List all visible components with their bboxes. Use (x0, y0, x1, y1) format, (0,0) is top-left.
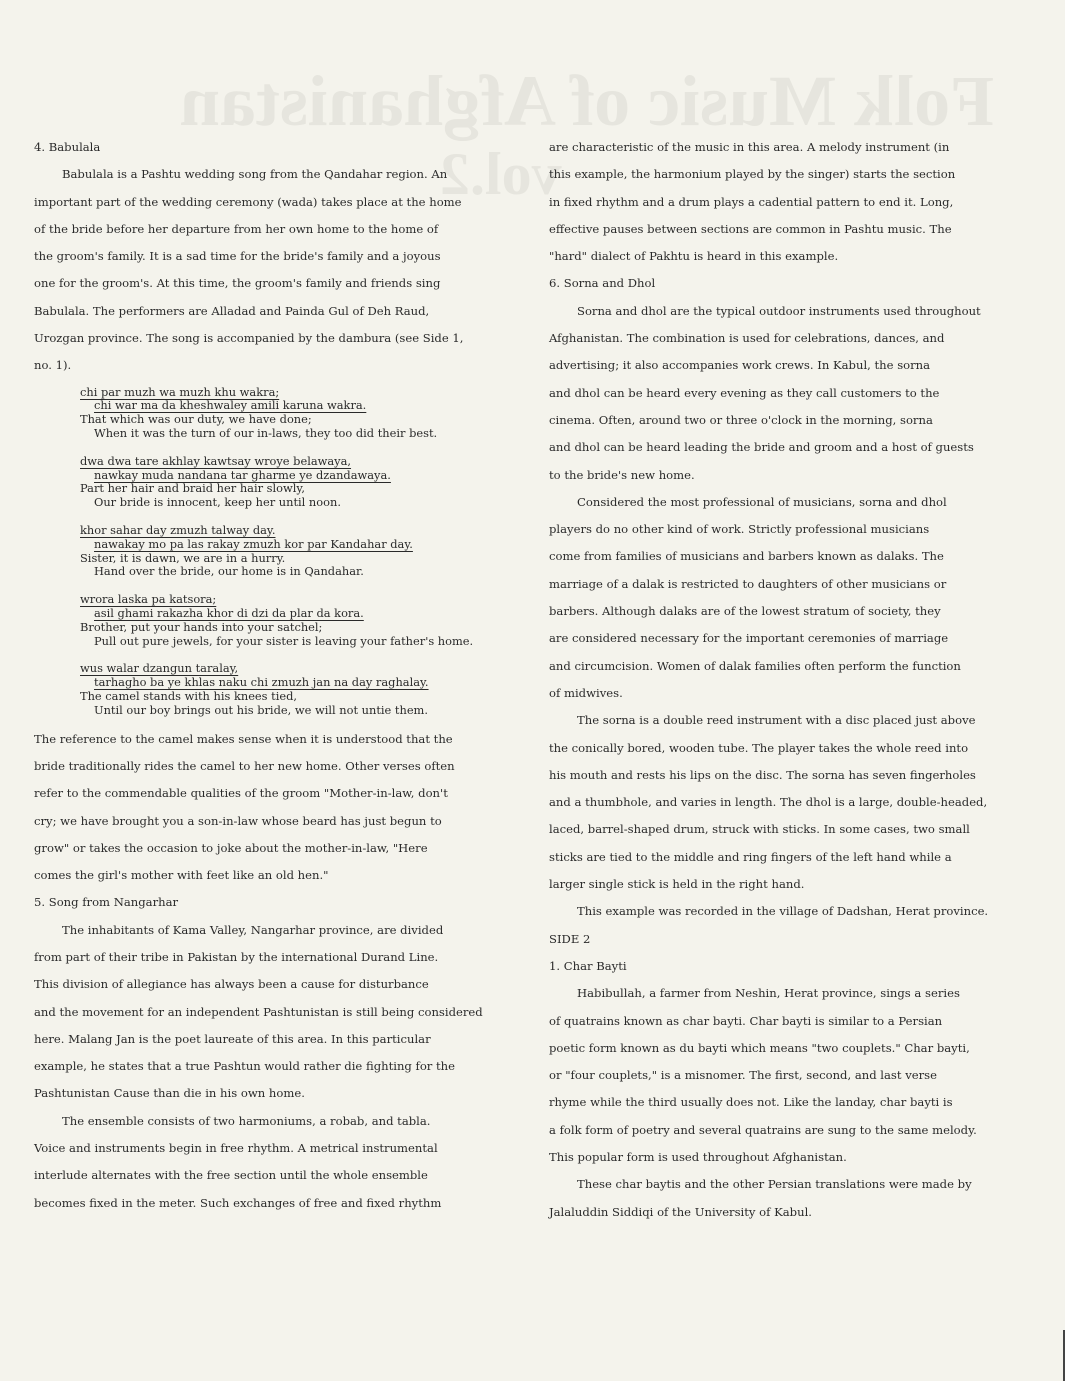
text-line: no. 1). (34, 358, 72, 373)
section-4-title: 4. Babulala (34, 140, 101, 154)
verse-transliteration: nawakay mo pa las rakay zmuzh kor par Kandahar day. (94, 536, 413, 551)
text-line: to the bride's new home. (549, 467, 695, 482)
verse-transliteration: nawkay muda nandana tar gharme ye dzandawaya. (94, 467, 391, 482)
verse-translation: Part her hair and braid her hair slowly, (80, 481, 305, 496)
verse-translation: Hand over the bride, our home is in Qandahar. (94, 564, 364, 579)
text-line: from part of their tribe in Pakistan by the international Durand Line. (34, 949, 439, 964)
text-line: and dhol can be heard every evening as they call customers to the (549, 385, 940, 400)
section-6-para-2 (549, 489, 1009, 707)
section-5-intro (34, 917, 504, 1108)
verse-transliteration: wus walar dzangun taralay, (80, 661, 239, 676)
verse-transliteration: khor sahar day zmuzh talway day. (80, 523, 276, 538)
text-line: larger single stick is held in the right hand. (549, 877, 805, 892)
text-line: Voice and instruments begin in free rhythm. A metrical instrumental (34, 1141, 438, 1156)
text-line: laced, barrel-shaped drum, struck with sticks. In some cases, two small (549, 822, 970, 837)
text-line: cry; we have brought you a son-in-law whose beard has just begun to (34, 813, 442, 828)
text-line: his mouth and rests his lips on the disc. The sorna has seven fingerholes (549, 767, 976, 782)
text-line: Pashtunistan Cause than die in his own home. (34, 1086, 305, 1101)
text-line: effective pauses between sections are common in Pashtu music. The (549, 221, 952, 236)
text-line: advertising; it also accompanies work crews. In Kabul, the sorna (549, 358, 931, 373)
side-2-section-1-para-1 (549, 980, 1009, 1171)
ghost-title: Folk Music of Afghanistan (180, 61, 995, 141)
section-4-intro (34, 161, 504, 379)
text-line: The reference to the camel makes sense when it is understood that the (34, 731, 453, 746)
text-line: The sorna is a double reed instrument with a disc placed just above (577, 713, 976, 728)
verse-transliteration: chi war ma da kheshwaley amili karuna wakra. (94, 398, 367, 413)
verse-translation: Pull out pure jewels, for your sister is leaving your father's home. (94, 633, 474, 648)
verse (80, 455, 504, 510)
text-line: and the movement for an independent Pashtunistan is still being considered (34, 1004, 483, 1019)
verse-translation: Until our boy brings out his bride, we will not untie them. (94, 702, 428, 717)
text-line: cinema. Often, around two or three o'clock in the morning, sorna (549, 412, 933, 427)
text-line: of midwives. (549, 685, 623, 700)
text-line: sticks are tied to the middle and ring fingers of the left hand while a (549, 849, 952, 864)
text-line: or "four couplets," is a misnomer. The first, second, and last verse (549, 1068, 937, 1083)
verse-translation: Our bride is innocent, keep her until noon. (94, 495, 341, 510)
verse-transliteration: tarhagho ba ye khlas naku chi zmuzh jan na day raghalay. (94, 675, 429, 690)
verse-transliteration: wrora laska pa katsora; (80, 592, 217, 607)
verse-translation: That which was our duty, we have done; (80, 412, 312, 427)
text-line: one for the groom's. At this time, the groom's family and friends sing (34, 276, 441, 291)
side-2-section-1-title: 1. Char Bayti (549, 958, 627, 973)
left-column (34, 134, 504, 1217)
side-2-section-1-para-2 (549, 1171, 1009, 1226)
text-line: rhyme while the third usually does not. Like the landay, char bayti is (549, 1095, 953, 1110)
text-line: grow" or takes the occasion to joke about the mother-in-law, "Here (34, 840, 428, 855)
text-line: poetic form known as du bayti which means "two couplets." Char bayti, (549, 1040, 970, 1055)
section-6-para-1 (549, 298, 1009, 489)
text-line: come from families of musicians and barbers known as dalaks. The (549, 549, 944, 564)
text-line: This popular form is used throughout Afghanistan. (549, 1149, 847, 1164)
text-line: This division of allegiance has always been a cause for disturbance (34, 977, 429, 992)
verse-translation: When it was the turn of our in-laws, they too did their best. (94, 426, 438, 441)
text-line: bride traditionally rides the camel to her new home. Other verses often (34, 758, 455, 773)
text-line: the groom's family. It is a sad time for the bride's family and a joyous (34, 249, 441, 264)
text-line: Babulala. The performers are Alladad and Painda Gul of Deh Raud, (34, 303, 430, 318)
text-line: Babulala is a Pashtu wedding song from the Qandahar region. An (62, 167, 448, 182)
text-line: The ensemble consists of two harmoniums, a robab, and tabla. (62, 1113, 431, 1128)
text-line: interlude alternates with the free section until the whole ensemble (34, 1168, 428, 1183)
verse (80, 593, 504, 648)
section-5-ensemble (34, 1108, 504, 1217)
section-6-para-3 (549, 707, 1009, 898)
section-5-continued (549, 134, 1009, 270)
section-5-title: 5. Song from Nangarhar (34, 895, 179, 910)
text-line: are considered necessary for the important ceremonies of marriage (549, 631, 949, 646)
verse (80, 662, 504, 717)
text-line: and a thumbhole, and varies in length. The dhol is a large, double-headed, (549, 795, 988, 810)
song-verses (80, 386, 504, 718)
text-line: players do no other kind of work. Strictly professional musicians (549, 522, 930, 537)
text-line: The inhabitants of Kama Valley, Nangarhar province, are divided (62, 922, 444, 937)
text-line: comes the girl's mother with feet like an old hen." (34, 868, 329, 883)
verse-transliteration: asil ghami rakazha khor di dzi da plar da kora. (94, 606, 364, 621)
text-line: of the bride before her departure from her own home to the home of (34, 221, 439, 236)
text-line: becomes fixed in the meter. Such exchanges of free and fixed rhythm (34, 1195, 442, 1210)
text-line: here. Malang Jan is the poet laureate of this area. In this particular (34, 1031, 431, 1046)
text-line: and dhol can be heard leading the bride and groom and a host of guests (549, 440, 974, 455)
text-line: refer to the commendable qualities of the groom "Mother-in-law, don't (34, 786, 448, 801)
text-line: These char baytis and the other Persian translations were made by (577, 1177, 972, 1192)
text-line: the conically bored, wooden tube. The player takes the whole reed into (549, 740, 969, 755)
section-6-title: 6. Sorna and Dhol (549, 276, 656, 291)
verse-translation: Brother, put your hands into your satchel; (80, 619, 323, 634)
text-line: barbers. Although dalaks are of the lowest stratum of society, they (549, 604, 941, 619)
text-line: a folk form of poetry and several quatrains are sung to the same melody. (549, 1122, 977, 1137)
text-line: Urozgan province. The song is accompanied by the dambura (see Side 1, (34, 331, 464, 346)
text-line: of quatrains known as char bayti. Char bayti is similar to a Persian (549, 1013, 943, 1028)
text-line: Sorna and dhol are the typical outdoor instruments used throughout (577, 303, 981, 318)
text-line: important part of the wedding ceremony (wada) takes place at the home (34, 194, 462, 209)
text-line: in fixed rhythm and a drum plays a cadential pattern to end it. Long, (549, 194, 954, 209)
verse (80, 386, 504, 441)
text-line: marriage of a dalak is restricted to daughters of other musicians or (549, 576, 947, 591)
text-line: this example, the harmonium played by the singer) starts the section (549, 167, 956, 182)
section-4-commentary (34, 726, 504, 890)
text-line: and circumcision. Women of dalak families often perform the function (549, 658, 961, 673)
ghost-volume: vol.2 (440, 141, 562, 207)
text-line: example, he states that a true Pashtun would rather die fighting for the (34, 1059, 456, 1074)
right-column (549, 134, 1009, 1226)
verse-transliteration: dwa dwa tare akhlay kawtsay wroye belawaya, (80, 453, 352, 468)
text-line: Jalaluddin Siddiqi of the University of Kabul. (549, 1204, 812, 1219)
text-line: This example was recorded in the village of Dadshan, Herat province. (577, 904, 989, 919)
verse-translation: Sister, it is dawn, we are in a hurry. (80, 550, 286, 565)
side-2-heading: SIDE 2 (549, 931, 591, 946)
verse-transliteration: chi par muzh wa muzh khu wakra; (80, 384, 280, 399)
text-line: Considered the most professional of musicians, sorna and dhol (577, 494, 947, 509)
verse-translation: The camel stands with his knees tied, (80, 689, 298, 704)
text-line: Habibullah, a farmer from Neshin, Herat province, sings a series (577, 986, 960, 1001)
text-line: are characteristic of the music in this area. A melody instrument (in (549, 140, 950, 154)
text-line: "hard" dialect of Pakhtu is heard in this example. (549, 249, 839, 264)
text-line: Afghanistan. The combination is used for celebrations, dances, and (549, 331, 945, 346)
section-6-para-4 (549, 898, 1009, 925)
verse (80, 524, 504, 579)
